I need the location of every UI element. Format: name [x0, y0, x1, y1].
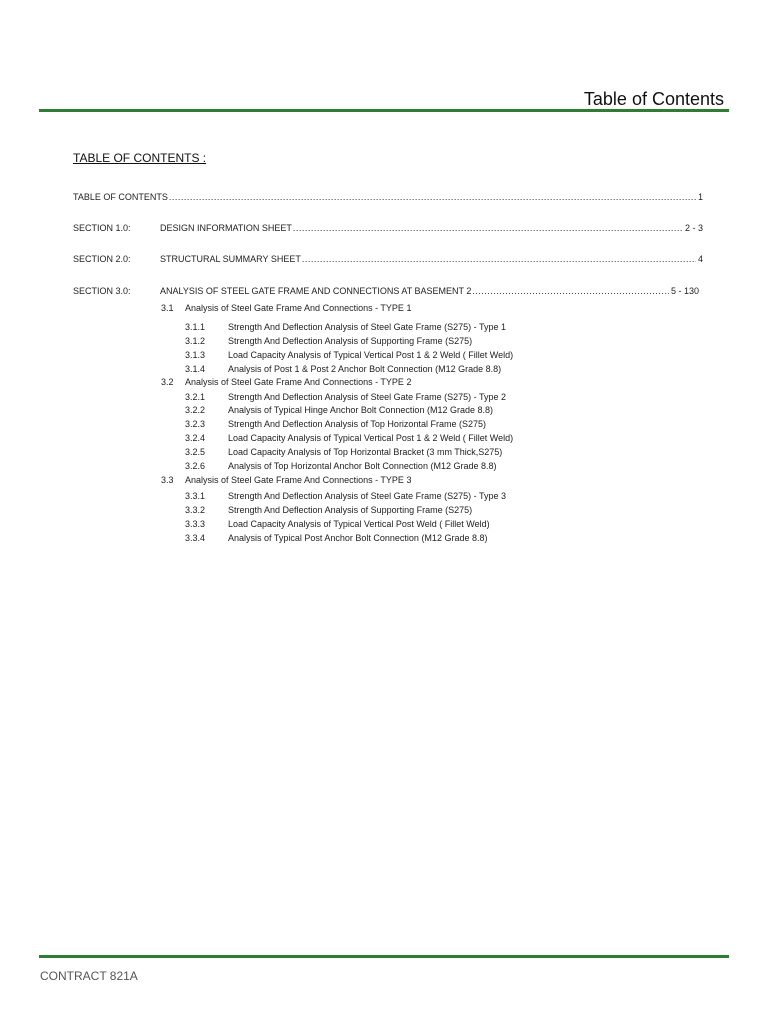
toc-subsection-3-1-3[interactable]	[185, 349, 513, 361]
toc-subsection-title: Load Capacity Analysis of Typical Vertical Post Weld ( Fillet Weld)	[228, 519, 490, 529]
toc-subsection-3-3-3[interactable]	[185, 518, 490, 530]
toc-entry-title: DESIGN INFORMATION SHEET	[160, 223, 292, 233]
toc-subsection-number: 3.3.2	[185, 505, 206, 515]
toc-subsection-title: Strength And Deflection Analysis of Steel Gate Frame (S275) - Type 1	[228, 322, 506, 332]
toc-subsection-title: Strength And Deflection Analysis of Steel Gate Frame (S275) - Type 2	[228, 392, 506, 402]
toc-subsection-number: 3.2.4	[185, 433, 206, 443]
toc-subsection-title: Analysis of Post 1 & Post 2 Anchor Bolt Connection (M12 Grade 8.8)	[228, 364, 502, 374]
toc-subsection-number: 3.3.1	[185, 491, 206, 501]
toc-subsection-number: 3.1	[161, 303, 174, 313]
toc-entry-pages: 2 - 3	[684, 223, 703, 233]
toc-entry-section-3[interactable]	[73, 284, 699, 298]
toc-subsection-3-2-3[interactable]	[185, 418, 486, 430]
footer-divider	[39, 955, 729, 958]
toc-subsection-title: Analysis of Steel Gate Frame And Connections - TYPE 2	[185, 377, 412, 387]
toc-entry-title: TABLE OF CONTENTS	[73, 192, 168, 202]
toc-section-label: SECTION 3.0:	[73, 286, 131, 296]
toc-subsection-number: 3.2.3	[185, 419, 206, 429]
toc-subsection-number: 3.2.6	[185, 461, 206, 471]
toc-subsection-title: Analysis of Steel Gate Frame And Connections - TYPE 1	[185, 303, 412, 313]
toc-subsection-number: 3.3.3	[185, 519, 206, 529]
toc-subsection-3-3-4[interactable]	[185, 532, 487, 544]
toc-subsection-title: Load Capacity Analysis of Top Horizontal Bracket (3 mm Thick,S275)	[228, 447, 503, 457]
toc-subsection-3-1[interactable]	[161, 302, 411, 314]
toc-entry-section-2[interactable]	[73, 252, 703, 266]
toc-subsection-3-1-2[interactable]	[185, 335, 472, 347]
dot-leader	[472, 284, 669, 298]
toc-subsection-number: 3.3	[161, 475, 174, 485]
toc-entry-pages: 4	[697, 254, 703, 264]
dot-leader	[302, 252, 696, 266]
toc-section-label: SECTION 2.0:	[73, 254, 131, 264]
toc-subsection-number: 3.3.4	[185, 533, 206, 543]
toc-subsection-title: Load Capacity Analysis of Typical Vertical Post 1 & 2 Weld ( Fillet Weld)	[228, 433, 514, 443]
toc-subsection-3-3[interactable]	[161, 474, 411, 486]
toc-subsection-3-2-4[interactable]	[185, 432, 513, 444]
toc-subsection-number: 3.2.2	[185, 405, 206, 415]
toc-subsection-title: Strength And Deflection Analysis of Top Horizontal Frame (S275)	[228, 419, 486, 429]
toc-subsection-3-1-1[interactable]	[185, 321, 506, 333]
toc-subsection-3-3-1[interactable]	[185, 490, 506, 502]
toc-subsection-number: 3.1.4	[185, 364, 206, 374]
toc-subsection-title: Load Capacity Analysis of Typical Vertical Post 1 & 2 Weld ( Fillet Weld)	[228, 350, 514, 360]
toc-subsection-number: 3.2.1	[185, 392, 206, 402]
toc-entry-pages: 1	[697, 192, 703, 202]
toc-subsection-number: 3.1.1	[185, 322, 206, 332]
toc-subsection-title: Analysis of Typical Post Anchor Bolt Connection (M12 Grade 8.8)	[228, 533, 488, 543]
toc-subsection-title: Strength And Deflection Analysis of Supporting Frame (S275)	[228, 336, 473, 346]
toc-subsection-3-2-6[interactable]	[185, 460, 496, 472]
dot-leader	[293, 221, 683, 235]
toc-subsection-title: Analysis of Typical Hinge Anchor Bolt Connection (M12 Grade 8.8)	[228, 405, 493, 415]
toc-entry-pages: 5 - 130	[670, 286, 699, 296]
toc-subsection-title: Analysis of Steel Gate Frame And Connections - TYPE 3	[185, 475, 412, 485]
toc-subsection-3-2-2[interactable]	[185, 404, 493, 416]
dot-leader	[169, 190, 696, 204]
toc-subsection-3-1-4[interactable]	[185, 363, 501, 375]
toc-subsection-title: Strength And Deflection Analysis of Steel Gate Frame (S275) - Type 3	[228, 491, 506, 501]
toc-heading: TABLE OF CONTENTS :	[73, 151, 207, 165]
toc-entry-title: STRUCTURAL SUMMARY SHEET	[160, 254, 301, 264]
toc-subsection-number: 3.2.5	[185, 447, 206, 457]
toc-subsection-3-2-1[interactable]	[185, 391, 506, 403]
toc-section-label: SECTION 1.0:	[73, 223, 131, 233]
toc-subsection-number: 3.2	[161, 377, 174, 387]
toc-subsection-3-2[interactable]	[161, 376, 411, 388]
toc-entry-table-of-contents[interactable]	[73, 190, 703, 204]
header-divider	[39, 109, 729, 112]
toc-entry-title: ANALYSIS OF STEEL GATE FRAME AND CONNECTIONS AT BASEMENT 2	[160, 286, 472, 296]
toc-subsection-title: Strength And Deflection Analysis of Supporting Frame (S275)	[228, 505, 473, 515]
toc-subsection-number: 3.1.3	[185, 350, 206, 360]
toc-entry-section-1[interactable]	[73, 221, 703, 235]
toc-subsection-number: 3.1.2	[185, 336, 206, 346]
footer-contract-label: CONTRACT 821A	[40, 969, 138, 983]
toc-subsection-3-2-5[interactable]	[185, 446, 502, 458]
toc-subsection-title: Analysis of Top Horizontal Anchor Bolt Connection (M12 Grade 8.8)	[228, 461, 497, 471]
toc-subsection-3-3-2[interactable]	[185, 504, 472, 516]
page-header-title: Table of Contents	[583, 89, 724, 109]
